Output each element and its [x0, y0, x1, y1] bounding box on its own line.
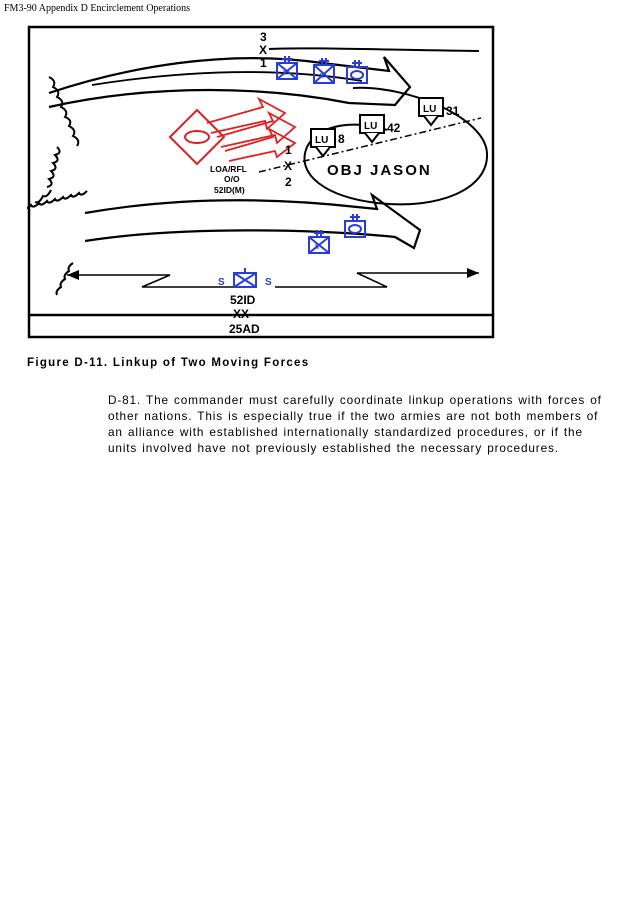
unit-ii-label-3: II	[315, 244, 319, 251]
running-header: FM3-90 Appendix D Encirclement Operations	[4, 3, 191, 14]
division-xx-label: XX	[233, 307, 250, 321]
figure-caption: Figure D-11. Linkup of Two Moving Forces	[27, 357, 310, 369]
lu42-number: 42	[387, 121, 401, 135]
unit-52id-label: 52ID	[230, 293, 256, 307]
lu8-code: LU	[315, 135, 329, 146]
boundary-top-echelon-lower: 1	[260, 56, 267, 70]
screen-arrowhead-right	[467, 268, 479, 278]
lu31-code: LU	[423, 104, 437, 115]
unit-ii-label-2: II	[320, 73, 324, 80]
linkup-diagram	[27, 25, 495, 339]
lu31-number: 31	[446, 104, 460, 118]
boundary-mid-echelon-x: X	[284, 159, 293, 173]
friendly-unit-infantry-3	[309, 230, 329, 253]
unit-ii-label-1: II	[283, 70, 287, 77]
screen-s-left: S	[218, 277, 225, 288]
boundary-mid-echelon-lower: 2	[285, 175, 292, 189]
boundary-top-echelon-x: X	[259, 43, 268, 57]
screen-line	[67, 273, 479, 287]
loa-label-line3: 52ID(M)	[214, 185, 245, 195]
forward-line-trace	[27, 77, 87, 295]
lu8-number: 8	[338, 132, 345, 146]
unit-25ad-label: 25AD	[229, 322, 260, 336]
screen-unit-symbol	[234, 268, 256, 287]
enemy-unit-symbol	[170, 110, 224, 164]
objective-label: OBJ JASON	[327, 162, 432, 179]
boundary-mid-echelon-upper: 1	[285, 143, 292, 157]
loa-label-line1: LOA/RFL	[210, 164, 247, 174]
enemy-attack-arrows	[207, 99, 295, 161]
lu42-code: LU	[364, 121, 378, 132]
loa-label-line2: O/O	[224, 174, 240, 184]
figure-frame	[29, 27, 493, 337]
boundary-top-echelon-upper: 3	[260, 30, 267, 44]
body-paragraph-d81: D-81. The commander must carefully coordinate linkup operations with forces of other nations. This is especially true if the two armies are not both members of an alliance with established internationally standardized procedures, or if the units involved have not previously established the necessary procedures.	[108, 393, 602, 455]
screen-s-right: S	[265, 277, 272, 288]
top-boundary-line	[269, 48, 479, 51]
